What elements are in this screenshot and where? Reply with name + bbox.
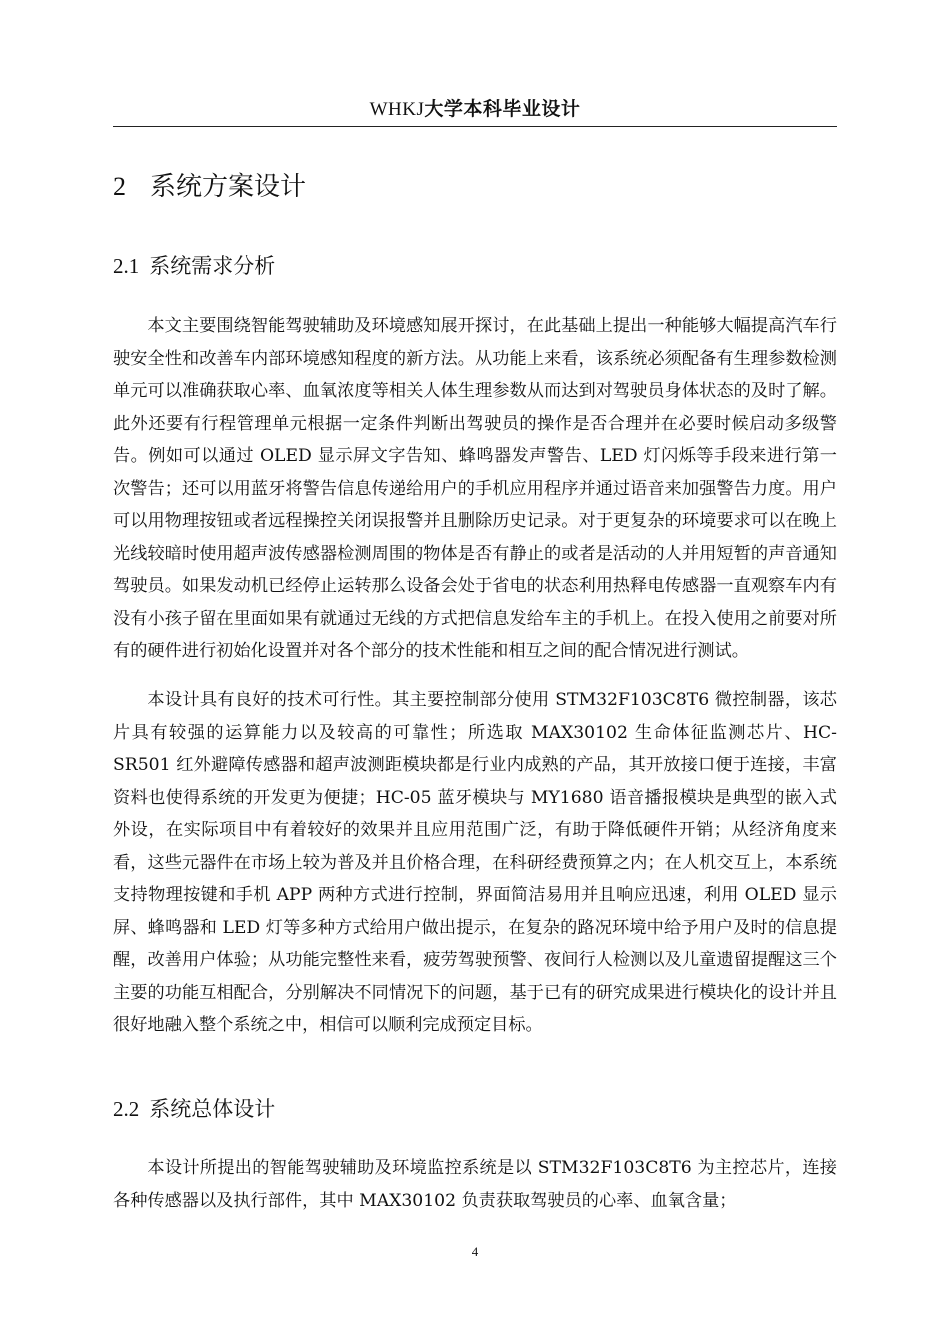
section-title: 系统需求分析 [149,254,276,278]
paragraph: 本设计具有良好的技术可行性。其主要控制部分使用 STM32F103C8T6 微控制器，该芯片具有较强的运算能力以及较高的可靠性；所选取 MAX30102 生命体征监测芯片、HC-SR501 红外避障传感器和超声波测距模块都是行业内成熟的产品，其开放接口便于连接，丰富资料也使得系统的开发更为便捷；HC-05 蓝牙模块与 MY1680 语音播报模块是典型的嵌入式外设，在实际项目中有着较好的效果并且应用范围广泛，有助于降低硬件开销；从经济角度来看，这些元器件在市场上较为普及并且价格合理，在科研经费预算之内；在人机交互上，本系统支持物理按键和手机 APP 两种方式进行控制，界面简洁易用并且响应迅速，利用 OLED 显示屏、蜂鸣器和 LED 灯等多种方式给用户做出提示，在复杂的路况环境中给予用户及时的信息提醒，改善用户体验；从功能完整性来看，疲劳驾驶预警、夜间行人检测以及儿童遗留提醒这三个主要的功能互相配合，分别解决不同情况下的问题，基于已有的研究成果进行模块化的设计并且很好地融入整个系统之中，相信可以顺利完成预定目标。 [113,690,837,1035]
paragraph: 本设计所提出的智能驾驶辅助及环境监控系统是以 STM32F103C8T6 为主控芯片，连接各种传感器以及执行部件，其中 MAX30102 负责获取驾驶员的心率、血氧含量； [113,1158,837,1211]
chapter-heading [113,166,306,203]
header-right-text: 大学本科毕业设计 [424,98,581,120]
running-header [0,94,950,121]
paragraph: 本文主要围绕智能驾驶辅助及环境感知展开探讨，在此基础上提出一种能够大幅提高汽车行驶安全性和改善车内部环境感知程度的新方法。从功能上来看，该系统必须配备有生理参数检测单元可以准确获取心率、血氧浓度等相关人体生理参数从而达到对驾驶员身体状态的及时了解。此外还要有行程管理单元根据一定条件判断出驾驶员的操作是否合理并在必要时候启动多级警告。例如可以通过 OLED 显示屏文字告知、蜂鸣器发声警告、LED 灯闪烁等手段来进行第一次警告；还可以用蓝牙将警告信息传递给用户的手机应用程序并通过语音来加强警告力度。用户可以用物理按钮或者远程操控关闭误报警并且删除历史记录。对于更复杂的环境要求可以在晚上光线较暗时使用超声波传感器检测周围的物体是否有静止的或者是活动的人并用短暂的声音通知驾驶员。如果发动机已经停止运转那么设备会处于省电的状态利用热释电传感器一直观察车内有没有小孩子留在里面如果有就通过无线的方式把信息发给车主的手机上。在投入使用之前要对所有的硬件进行初始化设置并对各个部分的技术性能和相互之间的配合情况进行测试。 [113,316,837,661]
section-heading-2-2 [113,1093,275,1123]
header-left-text: WHKJ [369,99,425,120]
page-number: 4 [471,1244,479,1259]
section-number: 2.1 [113,254,140,278]
chapter-number: 2 [113,172,126,201]
section-heading-2-1 [113,250,275,280]
section-title: 系统总体设计 [149,1097,276,1121]
header-rule [113,126,837,127]
chapter-title: 系统方案设计 [150,172,307,202]
section-number: 2.2 [113,1097,140,1121]
